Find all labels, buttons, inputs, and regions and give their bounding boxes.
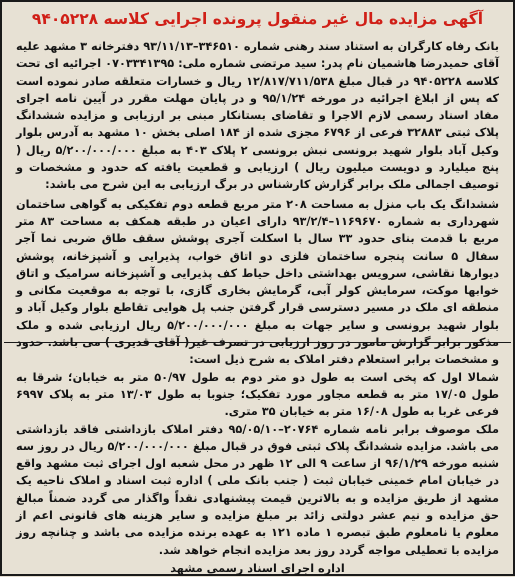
notice-body	[16, 38, 500, 575]
notice-paragraph-description: ششدانگ یک باب منزل به مساحت ۲۰۸ متر مربع قطعه دوم تفکیکی به گواهی ساختمان شهرداری به شماره ۱۱۶۹۶۷۰–۹۳/۲/۴ دارای اعیان در طبقه همکف به مساحت ۸۳ متر مربع با قدمت بنای حدود ۳۳ سال با اسکلت آجری پوشش سقف طاق ضربی نما آجر سفال ۵ سانت پنجره ساختمان فلزی دو اتاق خواب، پذیرایی و آشپزخانه، پوشش دیوارها نقاشی، سرویس بهداشتی داخل حیاط کف پذیرایی و آشپزخانه سرامیک و اتاق خوابها موکت، سرمایش کولر آبی، گرمایش بخاری گازی، با توجه به موقعیت مکانی و منطقه ای ملک در مسیر دسترسی قرار گرفتن جنب پل هوایی تقاطع بلوار وکیل آباد و بلوار شهید برونسی و سایر جهات به مبلغ ۵/۲۰۰/۰۰۰/۰۰۰ ریال ارزیابی شده و ملک مذکور برابر گزارش مامور در روز ارزیابی در تصرف غیر( آقای قدیری ) می باشد. حدود و مشخصات برابر استعلام دفتر املاک به شرح ذیل است:	[16, 197, 500, 367]
notice-title: آگهی مزایده مال غیر منقول پرونده اجرایی کلاسه ۹۴۰۵۲۲۸	[31, 10, 484, 28]
notice-paragraph-intro: بانک رفاه کارگران به استناد سند رهنی شماره ۳۴۶۵۱۰–۹۳/۱۱/۱۳ دفترخانه ۳ مشهد علیه آقای حمیدرضا هاشمیان نام پدر: سید مرتضی شماره ملی: ۰۷۰۳۳۴۱۳۹۵ اجرائیه ای تحت کلاسه ۹۴۰۵۲۲۸ در قبال مبلغ ۱۲/۸۱۷/۷۱۱/۵۳۸ ریال و خسارات متعلقه صادر نموده است که پس از ابلاغ اجرائیه در مورخه ۹۵/۱/۲۴ و در پایان مهلت مقرر در آیین نامه اجرای مفاد اسناد رسمی لازم الاجرا و تقاضای بستانکار مبنی بر ارزیابی و مزایده ششدانگ پلاک ثبتی ۳۲۸۸۳ فرعی از ۶۷۹۶ مجزی شده از ۱۸۴ اصلی بخش ۱۰ مشهد به آدرس بلوار وکیل آباد بلوار شهید برونسی نبش برونسی ۲ پلاک ۴۰۳ به مبلغ ۵/۲۰۰/۰۰۰/۰۰۰ ریال ( پنج میلیارد و دویست میلیون ریال ) ارزیابی و قطعیت یافته که حدود و مشخصات و توصیف اجمالی ملک برابر گزارش کارشناس در برگ ارزیابی به این شرح می باشد:	[16, 40, 500, 192]
notice-signature: اداره اجرای اسناد رسمی مشهد	[170, 561, 345, 575]
notice-paragraph-auction-terms: ملک موصوف برابر نامه شماره ۲۰۷۶۴–۹۵/۰۵/۱۰ دفتر املاک بازداشتی فاقد بازداشتی می باشد. مزایده ششدانگ پلاک ثبتی فوق در قبال مبلغ ۵/۲۰۰/۰۰۰/۰۰۰ ریال در روز سه شنبه مورخه ۹۶/۱/۲۹ از ساعت ۹ الی ۱۲ ظهر در محل شعبه اول اجرای ثبت مشهد واقع در خیابان امام خمینی خیابان ثبت ( جنب بانک ملی ) اداره ثبت اسناد و املاک ناحیه یک مشهد از طریق مزایده و به بالاترین قیمت پیشنهادی نقداً واگذار می گردد ضمناً مبالغ حق مزایده و نیم عشر دولتی زائد بر مبلغ مزایده و سایر هزینه های قانونی اعم از معلوم یا نامعلوم طبق تبصره ۱ ماده ۱۲۱ به عهده برنده مزایده می باشد و چنانچه روز مزایده با تعطیلی مواجه گردد روز بعد مزایده انجام خواهد شد.	[16, 422, 500, 557]
section-divider	[4, 342, 511, 343]
notice-paragraph-boundaries: شمالا اول که پخی است به طول دو متر دوم به طول ۵۰/۹۷ متر به خیابان؛ شرقا به طول ۱۷/۰۵ متر به قطعه مجاور مورد تفکیک؛ جنوبا به طول ۱۳/۰۳ متر به پلاک ۶۹۹۷ فرعی غربا به طول ۱۶/۰۸ متر به خیابان ۳۵ متری.	[16, 370, 499, 419]
